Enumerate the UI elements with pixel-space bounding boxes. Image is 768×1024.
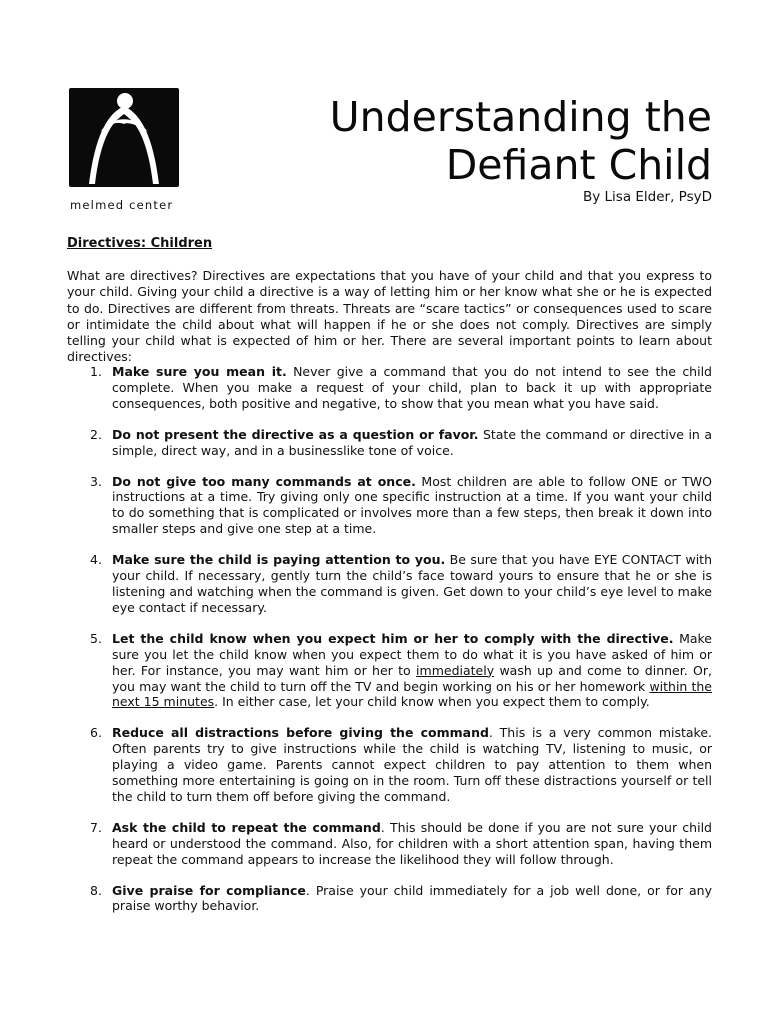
author-byline: By Lisa Elder, PsyD bbox=[582, 189, 712, 205]
item-text: . This should be done if you are not sure your child heard or understood the command. Also, for children with a short attention span, having them repeat the command appears to increase the likelihood they will follow through. bbox=[112, 819, 712, 867]
title-line-1: Understanding the bbox=[329, 93, 712, 141]
list-item bbox=[67, 427, 712, 459]
logo bbox=[69, 88, 181, 212]
logo-mark bbox=[69, 88, 179, 187]
item-title: Let the child know when you expect him or her to comply with the directive. bbox=[112, 630, 674, 646]
list-item bbox=[67, 883, 712, 915]
item-title: Give praise for compliance bbox=[112, 882, 306, 898]
item-text: . This is a very common mistake. Often parents try to give instructions while the child is watching TV, listening to music, or playing a video game. Parents cannot expect children to pay attention to them when something more entertaining is going on in the room. Turn off these distractions yourself or tell the child to turn them off before giving the command. bbox=[112, 725, 712, 804]
item-text: State the command or directive in a simple, direct way, and in a businesslike tone of voice. bbox=[112, 426, 712, 458]
item-text-b: wash up and come to dinner. Or, you may want the child to turn off the TV and begin working on his or her homework bbox=[112, 662, 712, 694]
title-line-2: Defiant Child bbox=[445, 141, 712, 189]
item-number: 4. bbox=[90, 552, 102, 568]
list-item bbox=[67, 364, 712, 412]
underlined-text: within the next 15 minutes bbox=[112, 678, 713, 710]
item-title: Do not present the directive as a question or favor. bbox=[112, 426, 479, 442]
item-title: Make sure the child is paying attention to you. bbox=[112, 552, 446, 568]
item-title: Ask the child to repeat the command bbox=[112, 819, 381, 835]
list-item bbox=[67, 474, 712, 538]
item-number: 8. bbox=[90, 882, 102, 898]
section-heading: Directives: Children bbox=[67, 236, 213, 251]
intro-paragraph: What are directives? Directives are expectations that you have of your child and that you express to your child. Giving your child a directive is a way of letting him or her know what she or he is expected to do. Directives are different from threats. Threats are “scare tactics” or consequences used to scare or intimidate the child about what will happen if he or she does not comply. Directives are simply telling your child what is expected of him or her. There are several important points to learn about directives: bbox=[67, 268, 712, 365]
item-title: Make sure you mean it. bbox=[112, 364, 287, 379]
item-text: Most children are able to follow ONE or TWO instructions at a time. Try giving only one specific instruction at a time. If you want your child to do something that is complicated or involves more than a few steps, then break it down into smaller steps and give one step at a time. bbox=[112, 473, 712, 537]
item-text: Never give a command that you do not intend to see the child complete. When you make a request of your child, plan to back it up with appropriate consequences, both positive and negative, to show that you mean what you have said. bbox=[112, 364, 712, 411]
item-text: . Praise your child immediately for a job well done, or for any praise worthy behavior. bbox=[112, 882, 712, 914]
item-number: 7. bbox=[90, 819, 102, 835]
item-number: 5. bbox=[90, 630, 102, 646]
item-number: 2. bbox=[90, 426, 102, 442]
list-item bbox=[67, 631, 712, 711]
list-item bbox=[67, 725, 712, 805]
page-title bbox=[330, 93, 712, 189]
item-number: 6. bbox=[90, 725, 102, 741]
underlined-text: immediately bbox=[416, 662, 495, 678]
item-number: 1. bbox=[90, 364, 102, 379]
item-text-a: Make sure you let the child know when you expect them to do what it is you have asked of him or her. For instance, you may want him or her to bbox=[112, 630, 712, 678]
item-number: 3. bbox=[90, 473, 102, 489]
item-text-c: . In either case, let your child know when you expect them to comply. bbox=[214, 694, 650, 710]
item-title: Do not give too many commands at once. bbox=[112, 473, 416, 489]
logo-caption: melmed center bbox=[70, 198, 174, 212]
list-item bbox=[67, 552, 712, 616]
item-text: Be sure that you have EYE CONTACT with your child. If necessary, gently turn the child’s face toward yours to ensure that he or she is listening and watching when the command is given. Get down to your child’s eye level to make eye contact if necessary. bbox=[112, 552, 712, 615]
directives-list bbox=[67, 364, 712, 929]
item-title: Reduce all distractions before giving the command bbox=[112, 725, 489, 741]
logo-figure-icon bbox=[69, 88, 179, 187]
list-item bbox=[67, 820, 712, 868]
